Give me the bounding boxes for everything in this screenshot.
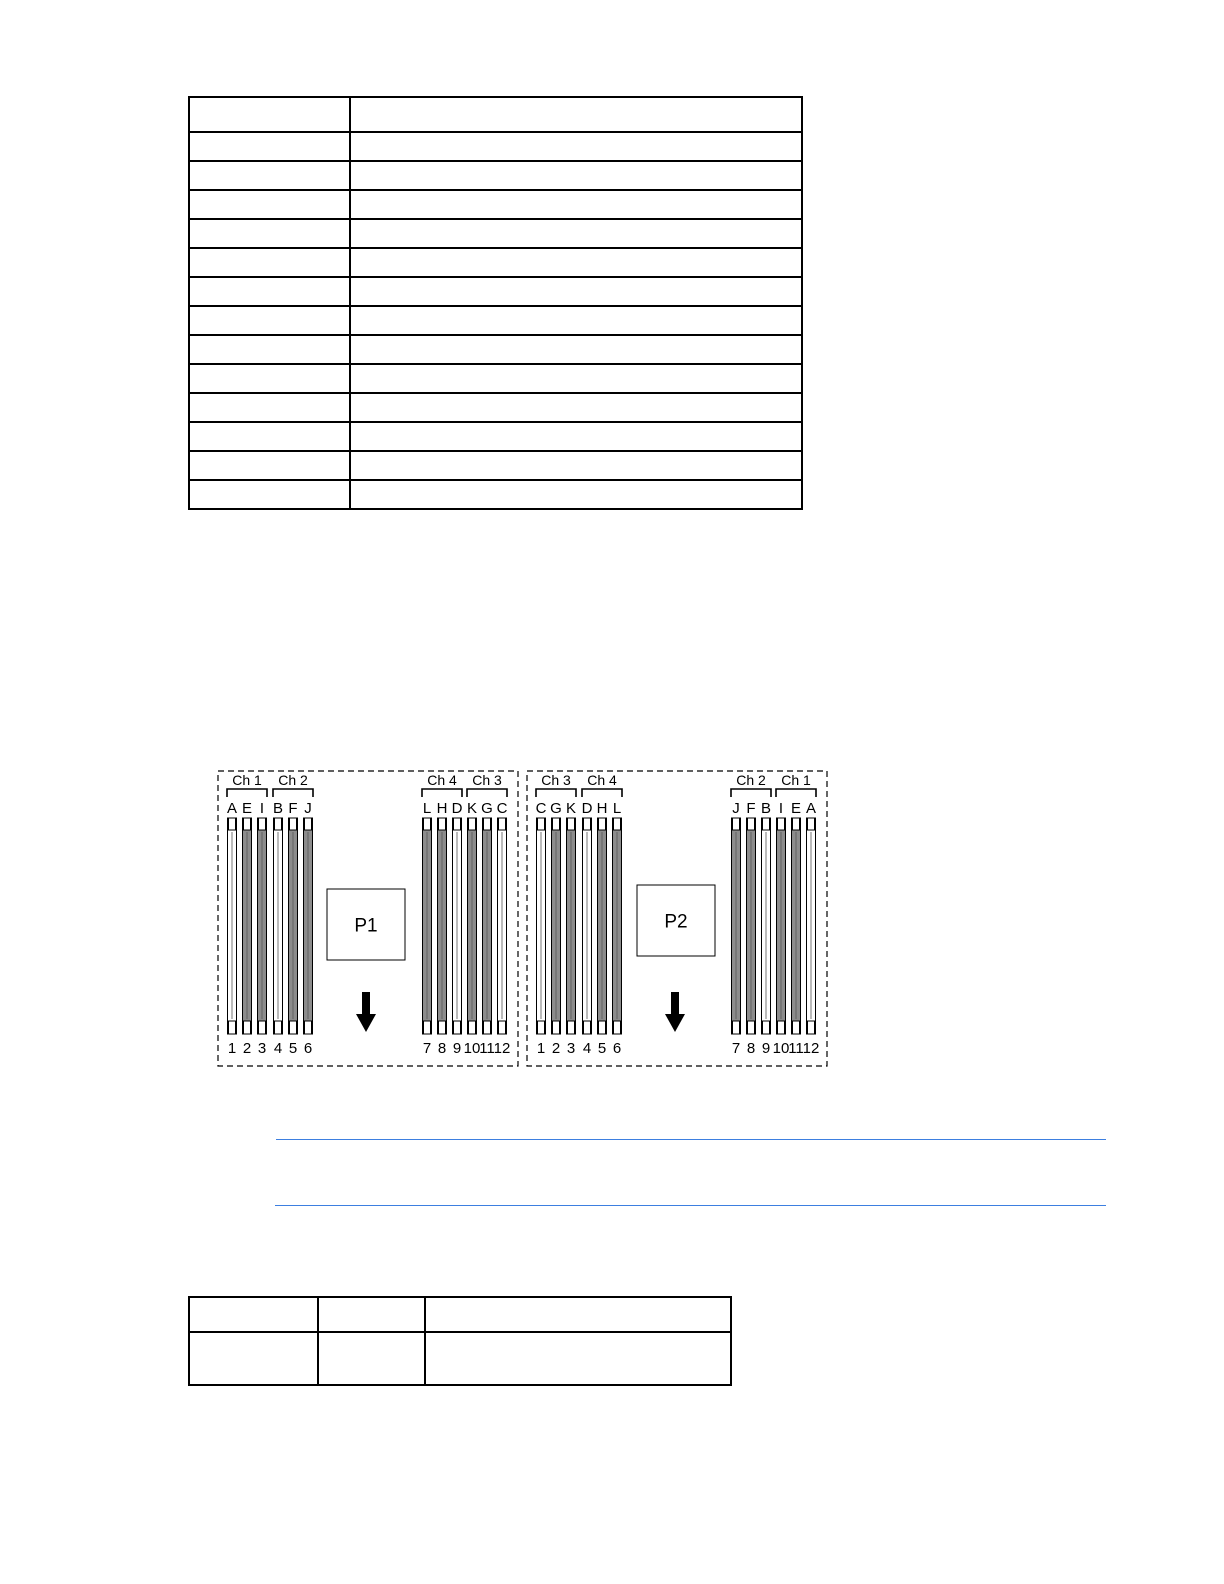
dimm-slot-latch — [614, 1021, 621, 1034]
channel-label: Ch 3 — [472, 772, 502, 788]
dimm-slot-latch — [424, 818, 431, 830]
slot-number-label: 8 — [746, 1040, 756, 1057]
dimm-slot-latch — [259, 1021, 266, 1034]
slot-letter-label: K — [565, 800, 577, 817]
channel-label: Ch 4 — [587, 772, 617, 788]
dimm-slot-latch — [305, 1021, 312, 1034]
slot-number-label: 11 — [479, 1040, 495, 1057]
slot-letter-label: J — [304, 800, 312, 817]
dimm-slot-latch — [469, 818, 476, 830]
dimm-slot-latch — [454, 1021, 461, 1034]
dimm-slot-latch — [568, 818, 575, 830]
processor-label: P1 — [354, 915, 378, 937]
dimm-slot-latch — [763, 1021, 770, 1034]
slot-number-label: 7 — [422, 1040, 432, 1057]
slot-letter-label: B — [760, 800, 772, 817]
dimm-slot-latch — [229, 818, 236, 830]
channel-bracket — [731, 789, 771, 797]
dimm-slot-latch — [454, 818, 461, 830]
dimm-slot-latch — [584, 1021, 591, 1034]
channel-bracket — [582, 789, 622, 797]
slot-letter-label: D — [451, 800, 463, 817]
slot-number-label: 12 — [802, 1040, 820, 1057]
processor-label: P2 — [664, 911, 688, 933]
dimm-slot-latch — [778, 818, 785, 830]
dimm-slot-latch — [424, 1021, 431, 1034]
slot-letter-label: F — [746, 800, 756, 817]
slot-number-label: 9 — [452, 1040, 462, 1057]
dimm-slot-latch — [439, 818, 446, 830]
slot-letter-label: A — [805, 800, 817, 817]
dimm-slot-latch — [499, 1021, 506, 1034]
channel-label: Ch 3 — [541, 772, 571, 788]
slot-letter-label: G — [481, 800, 493, 817]
dimm-slot-latch — [793, 818, 800, 830]
slot-number-label: 5 — [597, 1040, 607, 1057]
slot-letter-label: D — [581, 800, 593, 817]
slot-number-label: 5 — [288, 1040, 298, 1057]
dimm-slot-latch — [808, 1021, 815, 1034]
slot-number-label: 9 — [761, 1040, 771, 1057]
dimm-slot-latch — [614, 818, 621, 830]
channel-label: Ch 4 — [427, 772, 457, 788]
table-header-row — [189, 1297, 731, 1332]
table-cell — [318, 1297, 425, 1332]
channel-bracket — [536, 789, 576, 797]
dimm-slot-latch — [553, 1021, 560, 1034]
dimm-slot-latch — [763, 818, 770, 830]
slot-letter-label: C — [535, 800, 547, 817]
slot-letter-label: K — [466, 800, 478, 817]
slot-letter-label: L — [422, 800, 432, 817]
dimm-slot-latch — [290, 1021, 297, 1034]
dimm-slot-latch — [275, 818, 282, 830]
slot-number-label: 4 — [273, 1040, 283, 1057]
table-cell — [425, 1332, 731, 1385]
slot-number-label: 7 — [731, 1040, 741, 1057]
slot-letter-label: E — [790, 800, 802, 817]
dimm-slot-latch — [469, 1021, 476, 1034]
slot-number-label: 4 — [582, 1040, 592, 1057]
dimm-slot-latch — [538, 818, 545, 830]
dimm-slot-latch — [778, 1021, 785, 1034]
channel-bracket — [776, 789, 816, 797]
slot-number-label: 10 — [772, 1040, 790, 1057]
channel-bracket — [227, 789, 267, 797]
slot-letter-label: H — [436, 800, 448, 817]
dimm-slot-latch — [439, 1021, 446, 1034]
slot-letter-label: H — [596, 800, 608, 817]
channel-bracket — [422, 789, 462, 797]
slot-number-label: 11 — [788, 1040, 804, 1057]
airflow-arrow-icon — [665, 992, 685, 1032]
slot-number-label: 2 — [551, 1040, 561, 1057]
slot-number-label: 3 — [566, 1040, 576, 1057]
slot-letter-label: J — [732, 800, 740, 817]
table-cell — [189, 1297, 318, 1332]
dimm-slot-latch — [499, 818, 506, 830]
dimm-slot-latch — [484, 818, 491, 830]
dimm-slot-latch — [244, 818, 251, 830]
slot-number-label: 8 — [437, 1040, 447, 1057]
channel-bracket — [273, 789, 313, 797]
slot-letter-label: B — [272, 800, 284, 817]
slot-number-label: 2 — [242, 1040, 252, 1057]
slot-letter-label: C — [496, 800, 508, 817]
dimm-slot-latch — [568, 1021, 575, 1034]
slot-number-label: 10 — [463, 1040, 481, 1057]
dimm-slot-latch — [259, 818, 266, 830]
dimm-slot-latch — [229, 1021, 236, 1034]
slot-number-label: 1 — [536, 1040, 546, 1057]
channel-label: Ch 2 — [736, 772, 766, 788]
dimm-slot-latch — [748, 818, 755, 830]
dimm-slot-latch — [748, 1021, 755, 1034]
dimm-slot-latch — [733, 1021, 740, 1034]
channel-label: Ch 1 — [232, 772, 262, 788]
dimm-slot-latch — [599, 1021, 606, 1034]
dimm-slot-latch — [275, 1021, 282, 1034]
table-cell — [425, 1297, 731, 1332]
channel-label: Ch 2 — [278, 772, 308, 788]
dimm-slot-latch — [290, 818, 297, 830]
dimm-slot-latch — [808, 818, 815, 830]
slot-number-label: 3 — [257, 1040, 267, 1057]
dimm-slot-latch — [305, 818, 312, 830]
channel-bracket — [467, 789, 507, 797]
slot-letter-label: E — [241, 800, 253, 817]
slot-letter-label: A — [226, 800, 238, 817]
airflow-arrow-icon — [356, 992, 376, 1032]
slot-number-label: 12 — [493, 1040, 511, 1057]
slot-letter-label: I — [259, 800, 265, 817]
note-top-rule — [276, 1139, 1106, 1140]
dimm-slot-latch — [538, 1021, 545, 1034]
table-row — [189, 1332, 731, 1385]
channel-label: Ch 1 — [781, 772, 811, 788]
table-cell — [318, 1332, 425, 1385]
bottom-table — [188, 1296, 732, 1386]
dimm-slot-latch — [599, 818, 606, 830]
slot-number-label: 6 — [612, 1040, 622, 1057]
dimm-slot-latch — [733, 818, 740, 830]
dimm-slot-latch — [244, 1021, 251, 1034]
slot-letter-label: F — [288, 800, 298, 817]
slot-letter-label: I — [778, 800, 784, 817]
slot-number-label: 1 — [227, 1040, 237, 1057]
slot-letter-label: G — [550, 800, 562, 817]
slot-number-label: 6 — [303, 1040, 313, 1057]
dimm-slot-latch — [553, 818, 560, 830]
dimm-slot-latch — [793, 1021, 800, 1034]
dimm-slot-latch — [584, 818, 591, 830]
note-bottom-rule — [275, 1205, 1106, 1206]
dimm-slot-latch — [484, 1021, 491, 1034]
slot-letter-label: L — [612, 800, 622, 817]
table-cell — [189, 1332, 318, 1385]
